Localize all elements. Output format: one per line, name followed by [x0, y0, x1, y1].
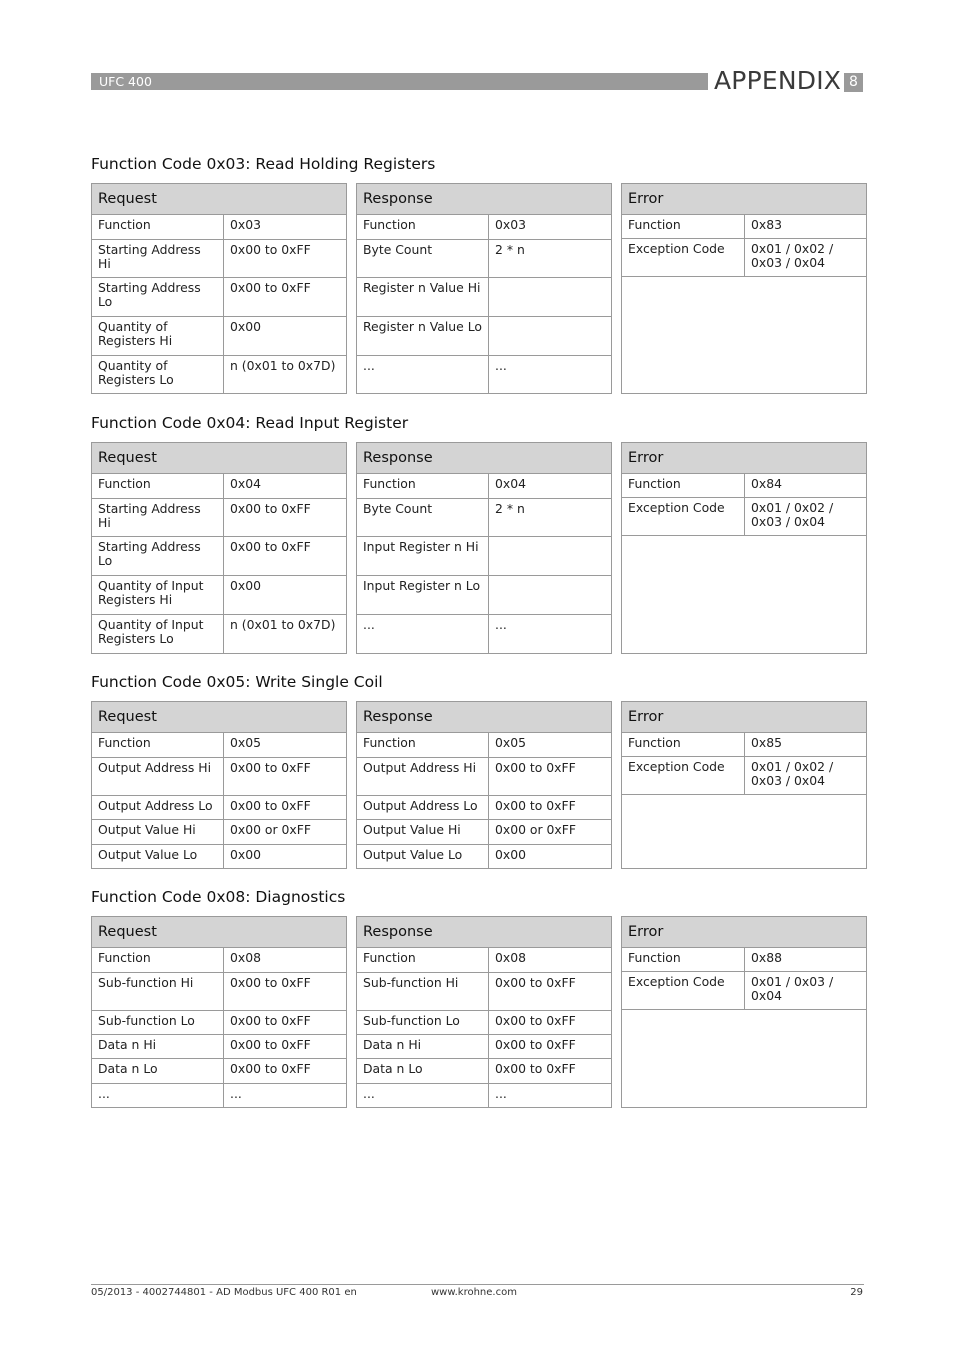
- document-reference: 05/2013 - 4002744801 - AD Modbus UFC 400 R01 en: [91, 1287, 357, 1298]
- field-value: [489, 277, 612, 316]
- table-row: [357, 474, 612, 498]
- table-row: [622, 498, 867, 536]
- request-table: [91, 701, 347, 869]
- field-name: Exception Code: [622, 757, 745, 795]
- table-row: [92, 277, 347, 316]
- field-name: Starting Address Lo: [92, 277, 224, 316]
- function-code-section: [91, 412, 864, 646]
- page-number: 29: [850, 1287, 863, 1298]
- tables-row: [91, 183, 867, 394]
- field-name: Output Address Lo: [92, 796, 224, 820]
- response-header: Response: [357, 184, 612, 215]
- table-row: [92, 1059, 347, 1083]
- error-header: Error: [622, 443, 867, 474]
- request-table: [91, 916, 347, 1108]
- table-row: [357, 1035, 612, 1059]
- table-header-row: [622, 184, 867, 215]
- table-row: [357, 239, 612, 277]
- field-name: Output Value Hi: [357, 820, 489, 844]
- table-header-row: [357, 702, 612, 733]
- field-value: 0x01 / 0x02 / 0x03 / 0x04: [745, 757, 867, 795]
- table-row: [92, 317, 347, 355]
- field-value: ...: [224, 1083, 347, 1107]
- table-row: [622, 733, 867, 757]
- table-row: [92, 733, 347, 757]
- field-value: [489, 576, 612, 614]
- table-row: [92, 796, 347, 820]
- chapter-title: APPENDIX: [714, 66, 842, 95]
- table-header-row: [622, 443, 867, 474]
- field-value: 0x01 / 0x02 / 0x03 / 0x04: [745, 239, 867, 277]
- field-value: 0x08: [489, 948, 612, 972]
- field-name: Output Value Lo: [92, 844, 224, 868]
- field-value: 0x03: [489, 215, 612, 239]
- table-row: [92, 1010, 347, 1034]
- response-table: [356, 183, 612, 394]
- table-row: [92, 820, 347, 844]
- field-value: 0x00 to 0xFF: [489, 796, 612, 820]
- error-table: [621, 916, 867, 1108]
- field-name: Function: [357, 948, 489, 972]
- table-row: [357, 757, 612, 795]
- table-header-row: [92, 917, 347, 948]
- field-name: Sub-function Hi: [357, 972, 489, 1010]
- field-name: Quantity of Registers Lo: [92, 355, 224, 393]
- field-value: 0x03: [224, 215, 347, 239]
- table-row: [92, 576, 347, 614]
- field-name: Sub-function Lo: [357, 1010, 489, 1034]
- field-name: Input Register n Hi: [357, 536, 489, 575]
- table-row: [622, 972, 867, 1010]
- field-value: 0x05: [224, 733, 347, 757]
- field-value: 0x84: [745, 474, 867, 498]
- field-name: Sub-function Lo: [92, 1010, 224, 1034]
- table-header-row: [357, 184, 612, 215]
- header-bar: [91, 73, 708, 90]
- field-name: Data n Lo: [357, 1059, 489, 1083]
- field-value: [489, 317, 612, 355]
- table-row: [622, 239, 867, 277]
- response-table: [356, 916, 612, 1108]
- table-row: [357, 972, 612, 1010]
- table-filler-row: [622, 536, 867, 654]
- field-value: 0x00 to 0xFF: [224, 239, 347, 277]
- table-row: [92, 536, 347, 575]
- field-value: 0x00: [224, 844, 347, 868]
- function-code-section: [91, 671, 864, 862]
- table-row: [357, 614, 612, 653]
- table-row: [357, 820, 612, 844]
- table-row: [357, 215, 612, 239]
- field-name: Register n Value Lo: [357, 317, 489, 355]
- empty-cell: [622, 1010, 867, 1108]
- field-name: Function: [92, 733, 224, 757]
- field-name: Output Value Hi: [92, 820, 224, 844]
- field-value: ...: [489, 355, 612, 393]
- table-filler-row: [622, 1010, 867, 1108]
- field-name: Function: [622, 733, 745, 757]
- table-row: [622, 948, 867, 972]
- empty-cell: [622, 795, 867, 869]
- field-value: 0x00 to 0xFF: [224, 796, 347, 820]
- field-name: Register n Value Hi: [357, 277, 489, 316]
- field-name: Output Value Lo: [357, 844, 489, 868]
- field-name: Exception Code: [622, 498, 745, 536]
- tables-row: [91, 442, 867, 654]
- field-name: Function: [92, 215, 224, 239]
- request-header: Request: [92, 443, 347, 474]
- table-row: [357, 277, 612, 316]
- empty-cell: [622, 277, 867, 394]
- field-value: 0x00: [224, 317, 347, 355]
- table-header-row: [357, 443, 612, 474]
- field-name: Function: [92, 474, 224, 498]
- request-header: Request: [92, 184, 347, 215]
- error-table: [621, 701, 867, 869]
- table-row: [357, 355, 612, 393]
- table-row: [92, 1083, 347, 1107]
- field-name: Output Address Lo: [357, 796, 489, 820]
- product-name: UFC 400: [99, 74, 152, 89]
- table-header-row: [92, 702, 347, 733]
- table-row: [92, 498, 347, 536]
- field-name: Exception Code: [622, 972, 745, 1010]
- field-value: 0x00 to 0xFF: [224, 972, 347, 1010]
- section-title: Function Code 0x08: Diagnostics: [91, 888, 346, 906]
- field-name: Quantity of Registers Hi: [92, 317, 224, 355]
- field-name: Data n Hi: [92, 1035, 224, 1059]
- table-row: [92, 474, 347, 498]
- field-value: 0x00 to 0xFF: [224, 498, 347, 536]
- table-row: [357, 498, 612, 536]
- table-row: [357, 796, 612, 820]
- field-value: ...: [489, 614, 612, 653]
- field-name: Exception Code: [622, 239, 745, 277]
- table-row: [92, 1035, 347, 1059]
- error-table: [621, 183, 867, 394]
- table-row: [357, 1010, 612, 1034]
- request-table: [91, 442, 347, 654]
- field-name: Function: [92, 948, 224, 972]
- field-value: 0x04: [489, 474, 612, 498]
- field-value: 0x01 / 0x03 / 0x04: [745, 972, 867, 1010]
- function-code-section: [91, 886, 864, 1101]
- field-value: 0x00: [224, 576, 347, 614]
- field-name: Function: [357, 474, 489, 498]
- field-name: ...: [357, 355, 489, 393]
- field-name: Data n Hi: [357, 1035, 489, 1059]
- field-name: Output Address Hi: [92, 757, 224, 795]
- footer-divider: [91, 1284, 864, 1285]
- table-row: [92, 844, 347, 868]
- table-row: [92, 239, 347, 277]
- table-filler-row: [622, 795, 867, 869]
- field-name: ...: [357, 614, 489, 653]
- field-value: 0x00 to 0xFF: [489, 757, 612, 795]
- table-header-row: [92, 184, 347, 215]
- request-table: [91, 183, 347, 394]
- field-value: 0x00 to 0xFF: [224, 757, 347, 795]
- tables-row: [91, 916, 867, 1108]
- field-name: Function: [622, 948, 745, 972]
- table-row: [622, 757, 867, 795]
- table-header-row: [92, 443, 347, 474]
- field-name: Output Address Hi: [357, 757, 489, 795]
- table-row: [622, 474, 867, 498]
- field-name: Quantity of Input Registers Lo: [92, 614, 224, 653]
- field-value: 0x01 / 0x02 / 0x03 / 0x04: [745, 498, 867, 536]
- field-value: ...: [489, 1083, 612, 1107]
- field-name: Byte Count: [357, 239, 489, 277]
- chapter-number: 8: [844, 73, 863, 92]
- field-value: 0x08: [224, 948, 347, 972]
- response-header: Response: [357, 917, 612, 948]
- table-header-row: [357, 917, 612, 948]
- request-header: Request: [92, 702, 347, 733]
- field-name: Byte Count: [357, 498, 489, 536]
- website-link[interactable]: www.krohne.com: [431, 1287, 517, 1298]
- field-name: ...: [357, 1083, 489, 1107]
- response-table: [356, 701, 612, 869]
- table-row: [357, 1083, 612, 1107]
- table-row: [357, 536, 612, 575]
- table-row: [357, 844, 612, 868]
- table-row: [92, 972, 347, 1010]
- request-header: Request: [92, 917, 347, 948]
- table-row: [92, 614, 347, 653]
- table-filler-row: [622, 277, 867, 394]
- table-row: [357, 1059, 612, 1083]
- field-value: 0x00 or 0xFF: [224, 820, 347, 844]
- field-value: 0x00 to 0xFF: [224, 1059, 347, 1083]
- response-table: [356, 442, 612, 654]
- field-value: 0x00: [489, 844, 612, 868]
- field-value: 0x85: [745, 733, 867, 757]
- field-name: Input Register n Lo: [357, 576, 489, 614]
- table-header-row: [622, 917, 867, 948]
- field-value: [489, 536, 612, 575]
- section-title: Function Code 0x05: Write Single Coil: [91, 673, 383, 691]
- field-value: 0x05: [489, 733, 612, 757]
- field-name: Function: [357, 215, 489, 239]
- table-row: [357, 576, 612, 614]
- field-name: ...: [92, 1083, 224, 1107]
- field-value: 0x00 or 0xFF: [489, 820, 612, 844]
- response-header: Response: [357, 443, 612, 474]
- section-title: Function Code 0x04: Read Input Register: [91, 414, 409, 432]
- table-row: [92, 757, 347, 795]
- field-value: 0x00 to 0xFF: [489, 1059, 612, 1083]
- field-name: Quantity of Input Registers Hi: [92, 576, 224, 614]
- tables-row: [91, 701, 867, 869]
- field-value: n (0x01 to 0x7D): [224, 355, 347, 393]
- field-value: 2 * n: [489, 239, 612, 277]
- field-value: 0x00 to 0xFF: [489, 1035, 612, 1059]
- field-name: Function: [622, 474, 745, 498]
- field-value: 0x04: [224, 474, 347, 498]
- field-value: 0x83: [745, 215, 867, 239]
- section-title: Function Code 0x03: Read Holding Registers: [91, 155, 436, 173]
- field-value: n (0x01 to 0x7D): [224, 614, 347, 653]
- field-value: 0x00 to 0xFF: [224, 277, 347, 316]
- field-name: Sub-function Hi: [92, 972, 224, 1010]
- field-name: Starting Address Hi: [92, 239, 224, 277]
- field-name: Starting Address Lo: [92, 536, 224, 575]
- field-name: Starting Address Hi: [92, 498, 224, 536]
- table-row: [92, 948, 347, 972]
- table-row: [92, 355, 347, 393]
- field-value: 0x00 to 0xFF: [489, 972, 612, 1010]
- field-name: Function: [622, 215, 745, 239]
- table-row: [357, 948, 612, 972]
- table-row: [357, 317, 612, 355]
- field-name: Function: [357, 733, 489, 757]
- field-value: 2 * n: [489, 498, 612, 536]
- table-header-row: [622, 702, 867, 733]
- field-value: 0x88: [745, 948, 867, 972]
- table-row: [622, 215, 867, 239]
- field-value: 0x00 to 0xFF: [224, 536, 347, 575]
- error-header: Error: [622, 702, 867, 733]
- table-row: [357, 733, 612, 757]
- field-value: 0x00 to 0xFF: [489, 1010, 612, 1034]
- function-code-section: [91, 153, 864, 387]
- response-header: Response: [357, 702, 612, 733]
- empty-cell: [622, 536, 867, 654]
- field-name: Data n Lo: [92, 1059, 224, 1083]
- field-value: 0x00 to 0xFF: [224, 1035, 347, 1059]
- error-header: Error: [622, 184, 867, 215]
- field-value: 0x00 to 0xFF: [224, 1010, 347, 1034]
- error-header: Error: [622, 917, 867, 948]
- table-row: [92, 215, 347, 239]
- error-table: [621, 442, 867, 654]
